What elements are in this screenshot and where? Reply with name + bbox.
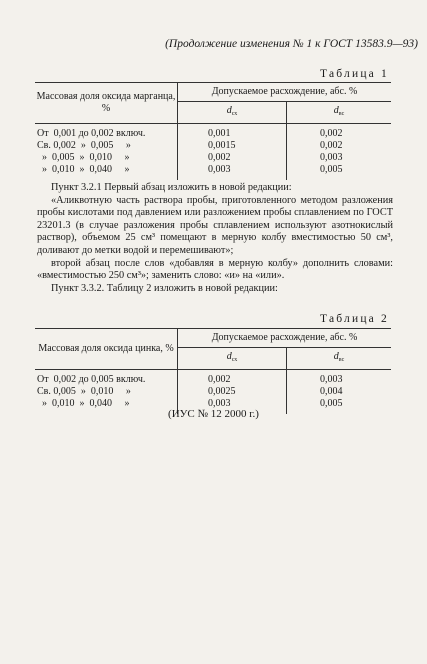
page-header: (Продолжение изменения № 1 к ГОСТ 13583.9—93) (165, 38, 418, 50)
paragraph: Пункт 3.2.1 Первый абзац изложить в новой редакции: (51, 182, 292, 193)
paragraph: «Аликвотную часть раствора пробы, приготовленного методом разложения пробы кислотами под давлением или разложением пробы сплавлением по ГОСТ 23201.3 (в случае разложения пробы сплавлением используют азотнокислый раствор), объемом 25 см³ помещают в мерную колбу вместимостью 50 см³, доливают до метки водой и перемешивают»; (37, 194, 393, 256)
row-value-vs: 0,005 (320, 398, 343, 409)
row-value-sx: 0,0015 (178, 140, 287, 152)
row-label: » 0,010 » 0,040 » (35, 398, 178, 414)
row-value-sx: 0,002 (178, 370, 287, 387)
row-value-vs: 0,002 (320, 140, 343, 151)
row-label: От 0,002 до 0,005 включ. (35, 370, 178, 387)
row-value-vs: 0,004 (320, 386, 343, 397)
row-label: » 0,010 » 0,040 » (35, 164, 178, 180)
table-row (35, 124, 391, 141)
row-value-vs: 0,003 (320, 374, 343, 385)
row-value-sx: 0,003 (178, 164, 287, 180)
row-label: Св. 0,005 » 0,010 » (35, 386, 178, 398)
paragraph: второй абзац после слов «добавляя в мерную колбу» дополнить словами: «вместимостью 250 см³»; заменить слово: «и» на «или». (37, 257, 393, 282)
paragraph: Пункт 3.3.2. Таблицу 2 изложить в новой редакции: (51, 282, 278, 294)
table1-sub2: $d_{вс}$ (287, 101, 392, 123)
table2-col-group: Допускаемое расхождение, абс. % (178, 329, 392, 348)
table1-col-left: Массовая доля оксида марганца, % (35, 83, 178, 124)
row-value-vs: 0,005 (320, 164, 343, 175)
table-row (35, 370, 391, 387)
row-value-vs: 0,003 (320, 152, 343, 163)
row-value-sx: 0,0025 (178, 386, 287, 398)
row-value-sx: 0,002 (178, 152, 287, 164)
table2-col-left: Массовая доля оксида цинка, % (35, 329, 178, 370)
row-value-sx: 0,001 (178, 124, 287, 141)
row-label: » 0,005 » 0,010 » (35, 152, 178, 164)
table-row (35, 140, 391, 152)
row-label: Св. 0,002 » 0,005 » (35, 140, 178, 152)
table2-sub2: $d_{вс}$ (287, 347, 392, 369)
table1-col-group: Допускаемое расхождение, абс. % (178, 83, 392, 102)
ius-reference: (ИУС № 12 2000 г.) (168, 408, 259, 420)
table1 (35, 82, 391, 180)
row-value-sx: 0,003 (178, 398, 287, 414)
table1-sub1: $d_{сх}$ (178, 101, 287, 123)
table-row (35, 164, 391, 180)
amendment-text (37, 182, 393, 295)
row-value-vs: 0,002 (320, 128, 343, 139)
table-row (35, 152, 391, 164)
table2 (35, 328, 391, 414)
table1-caption: Таблица 1 (320, 68, 389, 80)
row-label: От 0,001 до 0,002 включ. (35, 124, 178, 141)
table2-caption: Таблица 2 (320, 313, 389, 325)
table2-sub1: $d_{сх}$ (178, 347, 287, 369)
table-row (35, 386, 391, 398)
